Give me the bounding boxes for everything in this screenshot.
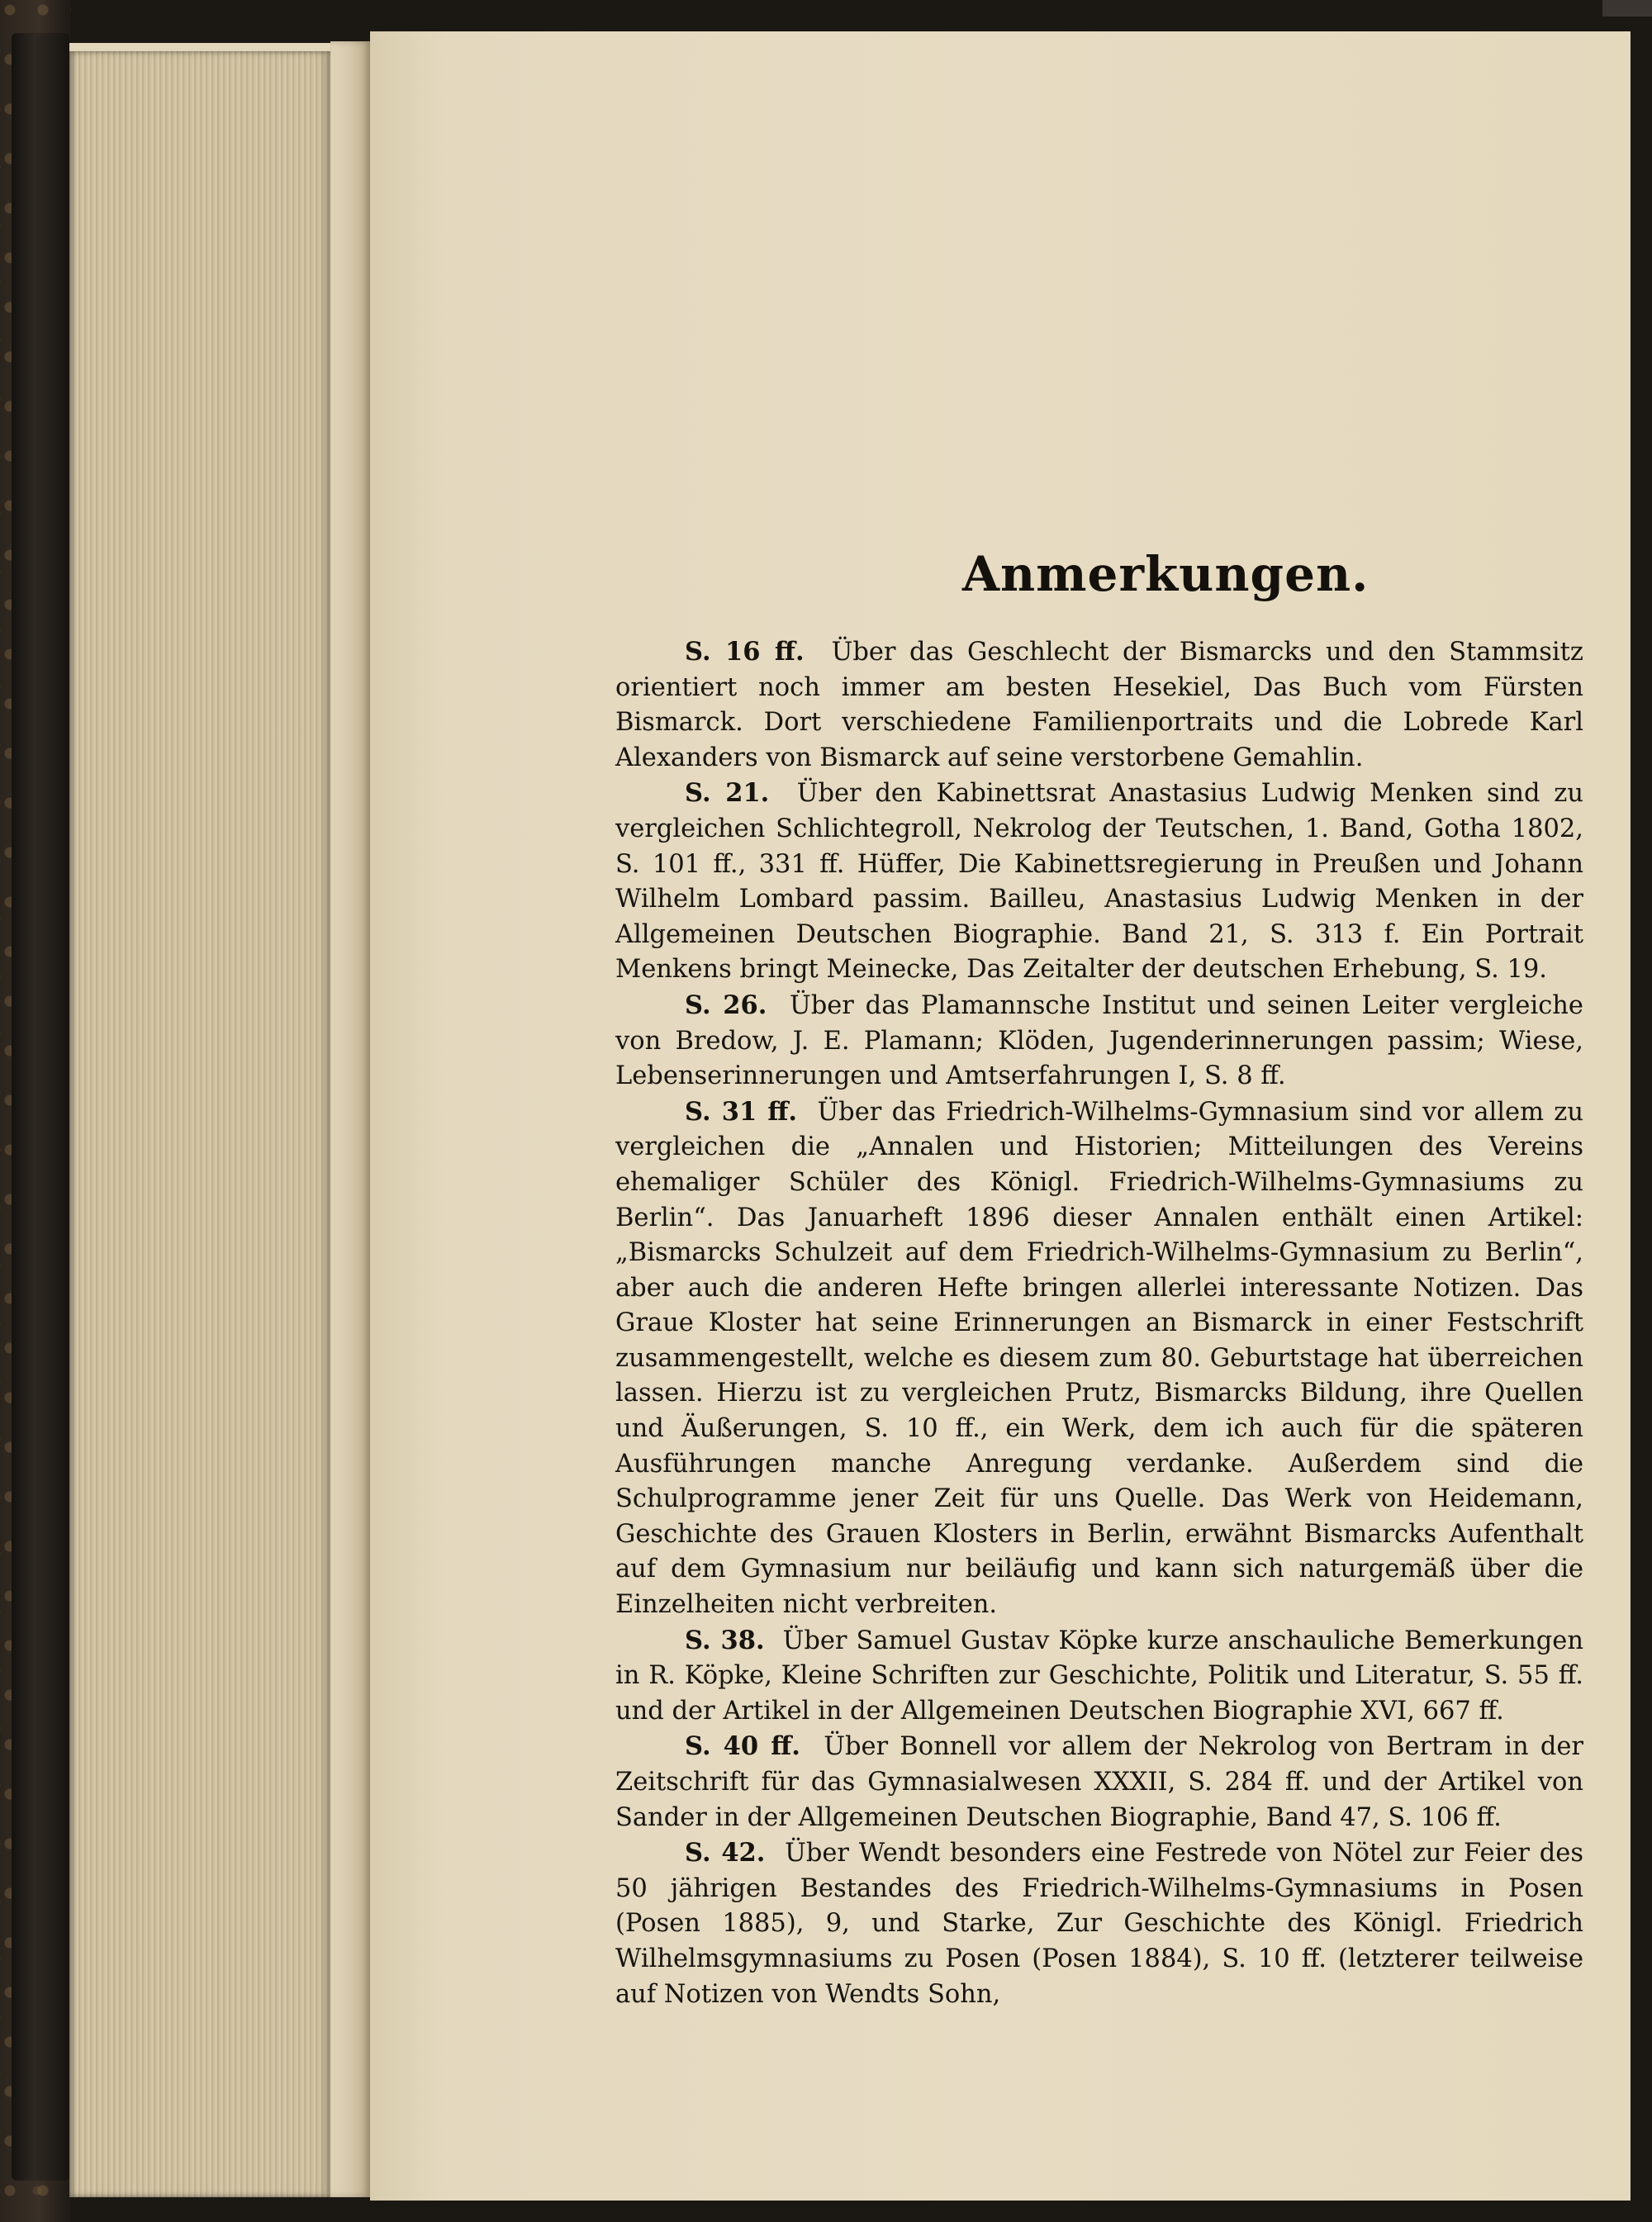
note-text: Über Wendt besonders eine Festrede von Nötel zur Feier des 50 jährigen Bestandes des Friedrich-Wilhelms-Gymnasiums in Posen (Posen 1885), 9, und Starke, Zur Geschichte des Königl. Friedrich Wilhelmsgymnasiums zu Posen (Posen 1884), S. 10 ff. (letzterer teilweise auf Notizen von Wendts Sohn, — [615, 1839, 1584, 2009]
note-reference: S. 26. — [685, 990, 767, 1020]
note-text: Über Bonnell vor allem der Nekrolog von Bertram in der Zeitschrift für das Gymnasialwesen XXXII, S. 284 ff. und der Artikel von Sander in der Allgemeinen Deutschen Biographie, Band 47, S. 106 ff. — [615, 1732, 1583, 1832]
note-reference: S. 21. — [685, 778, 770, 809]
note-entry — [615, 1623, 1583, 1730]
note-entry — [615, 776, 1583, 988]
note-entry — [615, 1094, 1583, 1623]
note-text: Über den Kabinettsrat Anastasius Ludwig Menken sind zu vergleichen Schlichtegroll, Nekrolog der Teutschen, 1. Band, Gotha 1802, S. 101 ff., 331 ff. Hüffer, Die Kabinettsregierung in Preußen und Johann Wilhelm Lombard passim. Bailleu, Anastasius Ludwig Menken in der Allgemeinen Deutschen Biographie. Band 21, S. 313 f. Ein Portrait Menkens bringt Meinecke, Das Zeitalter der deutschen Erhebung, S. 19. — [615, 779, 1583, 985]
note-entry — [615, 988, 1583, 1094]
cover-board — [12, 33, 69, 2181]
page-title: Anmerkungen. — [962, 546, 1370, 602]
note-entry — [615, 1835, 1583, 2012]
scan-corner — [1602, 0, 1652, 17]
note-text: Über Samuel Gustav Köpke kurze anschauliche Bemerkungen in R. Köpke, Kleine Schriften zur Geschichte, Politik und Literatur, S. 55 ff. und der Artikel in der Allgemeinen Deutschen Biographie XVI, 667 ff. — [615, 1626, 1583, 1726]
note-reference: S. 42. — [685, 1838, 766, 1868]
note-text: Über das Friedrich-Wilhelms-Gymnasium sind vor allem zu vergleichen die „Annalen und Historien; Mitteilungen des Vereins ehemaliger Schüler des Königl. Friedrich-Wilhelms-Gymnasiums zu Berlin“. Das Januarheft 1896 dieser Annalen enthält einen Artikel: „Bismarcks Schulzeit auf dem Friedrich-Wilhelms-Gymnasium zu Berlin“, aber auch die anderen Hefte bringen allerlei interessante Notizen. Das Graue Kloster hat seine Erinnerungen an Bismarck in einer Festschrift zusammengestellt, welche es diesem zum 80. Geburtstage hat überreichen lassen. Hierzu ist zu vergleichen Prutz, Bismarcks Bildung, ihre Quellen und Äußerungen, S. 10 ff., ein Werk, dem ich auch für die späteren Ausführungen manche Anregung verdanke. Außerdem sind die Schulprogramme jener Zeit für uns Quelle. Das Werk von Heidemann, Geschichte des Grauen Klosters in Berlin, erwähnt Bismarcks Aufenthalt auf dem Gymnasium nur beiläufig und kann sich naturgemäß über die Einzelheiten nicht verbreiten. — [615, 1097, 1583, 1620]
note-text: Über das Geschlecht der Bismarcks und den Stammsitz orientiert noch immer am besten Hesekiel, Das Buch vom Fürsten Bismarck. Dort verschiedene Familienportraits und die Lobrede Karl Alexanders von Bismarck auf seine verstorbene Gemahlin. — [615, 638, 1583, 772]
note-entry — [615, 1729, 1583, 1835]
note-entry — [615, 634, 1583, 776]
note-text: Über das Plamannsche Institut und seinen Leiter vergleiche von Bredow, J. E. Plamann; Klöden, Jugenderinnerungen passim; Wiese, Lebenserinnerungen und Amtserfahrungen I, S. 8 ff. — [615, 990, 1583, 1091]
page-gutter — [330, 41, 370, 2197]
note-reference: S. 31 ff. — [685, 1096, 797, 1127]
note-reference: S. 16 ff. — [685, 637, 805, 667]
note-reference: S. 40 ff. — [685, 1731, 800, 1762]
page-stack-edges — [69, 51, 330, 2197]
page-content — [615, 545, 1583, 2012]
note-reference: S. 38. — [685, 1625, 765, 1655]
